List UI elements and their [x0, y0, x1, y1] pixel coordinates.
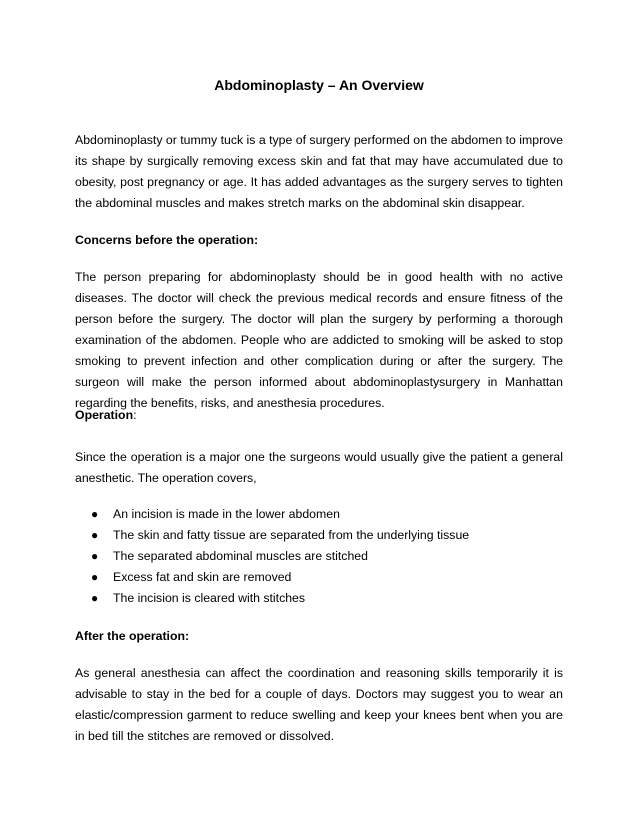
operation-steps-list: [75, 504, 563, 609]
operation-heading-suffix: :: [133, 408, 137, 422]
after-section: [75, 663, 563, 747]
list-item: [75, 588, 563, 609]
concerns-heading: Concerns before the operation:: [75, 233, 259, 247]
document-title: Abdominoplasty – An Overview: [214, 77, 424, 93]
bullet-icon: ●: [91, 528, 99, 542]
list-item: [75, 504, 563, 525]
concerns-section: [75, 267, 563, 414]
operation-section: [75, 447, 563, 489]
list-item-text: The skin and fatty tissue are separated from the underlying tissue: [113, 528, 470, 542]
list-item-text: Excess fat and skin are removed: [113, 570, 292, 584]
list-item: [75, 525, 563, 546]
list-item-text: The separated abdominal muscles are stitched: [113, 549, 368, 563]
list-item-text: The incision is cleared with stitches: [113, 591, 306, 605]
bullet-icon: ●: [91, 507, 99, 521]
list-item-text: An incision is made in the lower abdomen: [113, 507, 340, 521]
bullet-icon: ●: [91, 570, 99, 584]
operation-heading-block: [75, 405, 563, 426]
operation-steps-block: [75, 504, 563, 609]
after-heading-block: [75, 626, 563, 647]
list-item: [75, 546, 563, 567]
operation-heading: [75, 405, 563, 426]
after-heading: After the operation:: [75, 629, 190, 643]
operation-heading-text: Operation: [75, 408, 134, 422]
operation-paragraph: Since the operation is a major one the surgeons would usually give the patient a general anesthetic. The operation covers,: [75, 450, 563, 485]
list-item: [75, 567, 563, 588]
concerns-heading-block: [75, 230, 563, 251]
bullet-icon: ●: [91, 591, 99, 605]
intro-section: [75, 130, 563, 214]
after-paragraph: As general anesthesia can affect the coordination and reasoning skills temporarily it is advisable to stay in the bed for a couple of days. Doctors may suggest you to wear an elastic/compression garment to reduce swelling and keep your knees bent when you are in bed till the stitches are removed or dissolved.: [75, 666, 563, 743]
concerns-paragraph: The person preparing for abdominoplasty should be in good health with no active diseases. The doctor will check the previous medical records and ensure fitness of the person before the surgery. The doctor will plan the surgery by performing a thorough examination of the abdomen. People who are addicted to smoking will be asked to stop smoking to prevent infection and other complication during or after the surgery. The surgeon will make the person informed about abdominoplastysurgery in Manhattan regarding the benefits, risks, and anesthesia procedures.: [75, 270, 563, 410]
bullet-icon: ●: [91, 549, 99, 563]
intro-paragraph: Abdominoplasty or tummy tuck is a type of surgery performed on the abdomen to improve its shape by surgically removing excess skin and fat that may have accumulated due to obesity, post pregnancy or age. It has added advantages as the surgery serves to tighten the abdominal muscles and makes stretch marks on the abdominal skin disappear.: [75, 133, 564, 210]
